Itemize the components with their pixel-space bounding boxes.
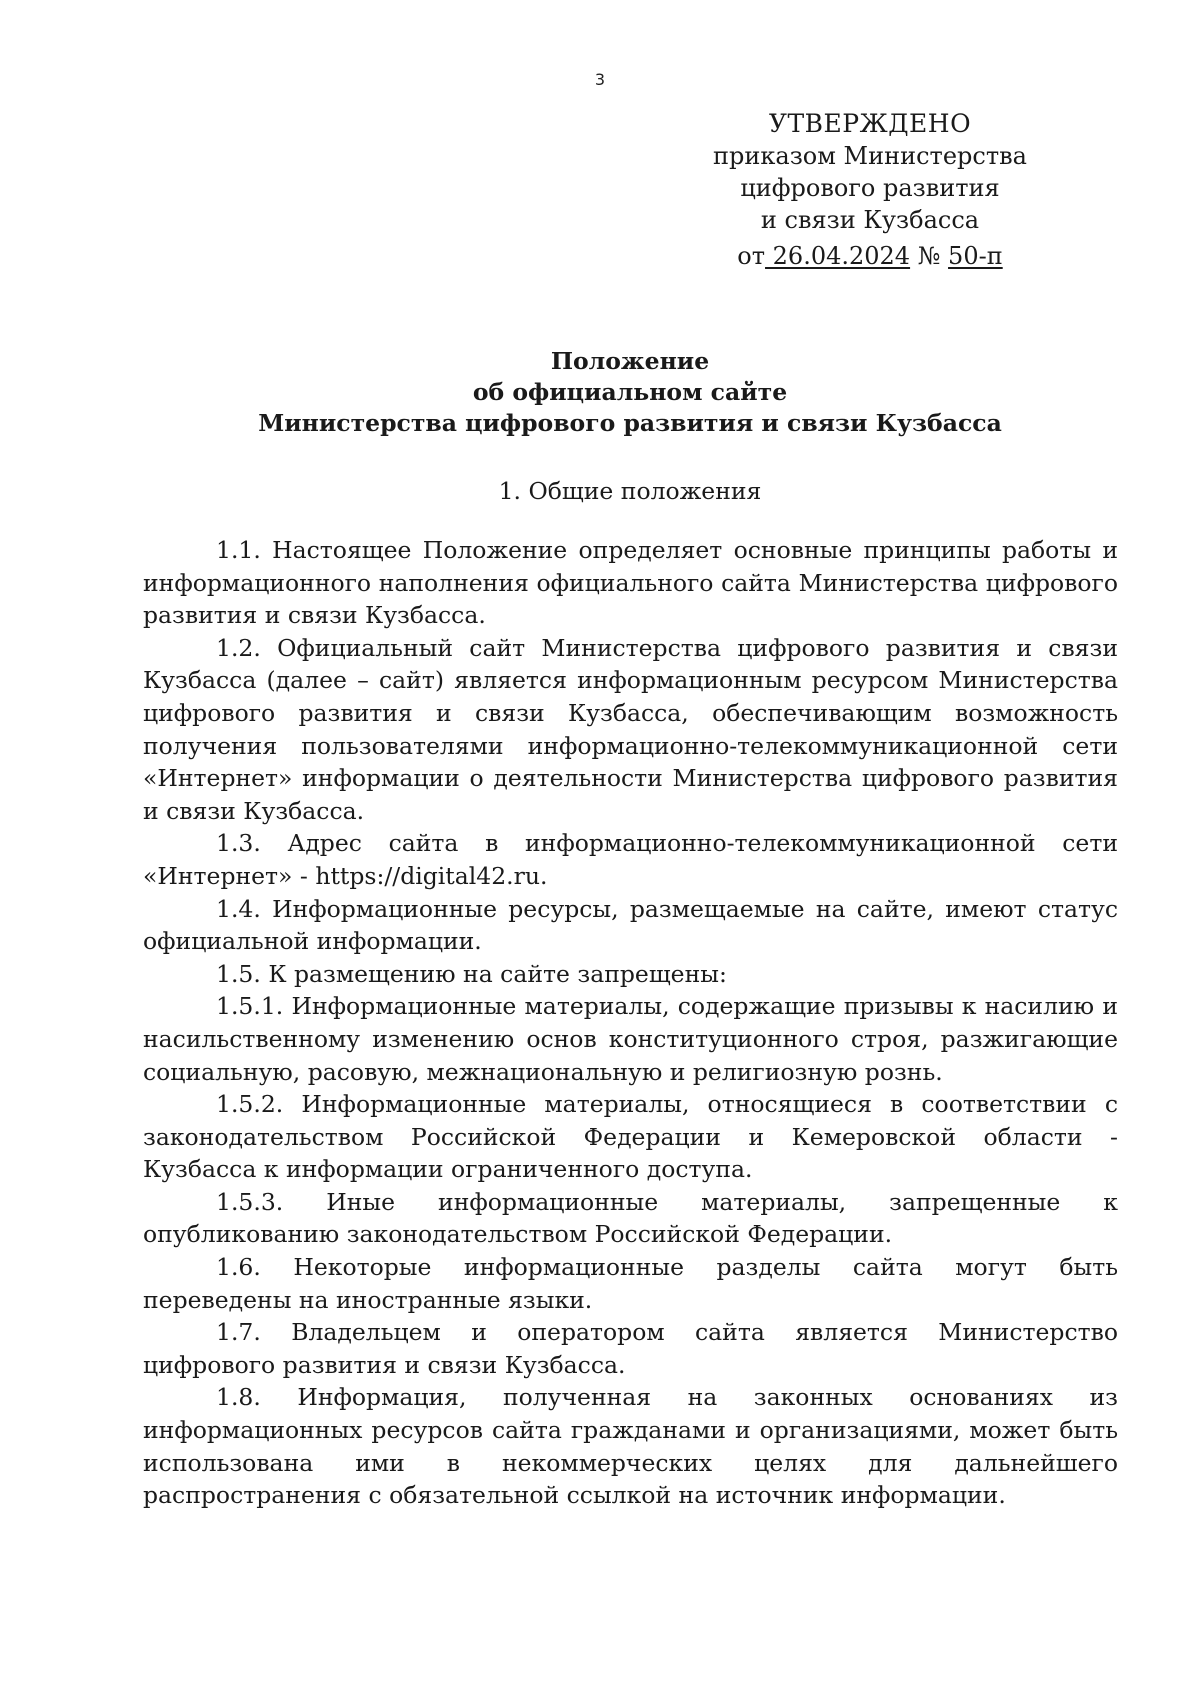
title-line-2: об официальном сайте	[472, 378, 788, 406]
paragraph-1-5: 1.5. К размещению на сайте запрещены:	[216, 959, 727, 988]
title-line-1: Положение	[550, 347, 710, 375]
paragraph-1-8: 1.8. Информация, полученная на законных основаниях из информационных ресурсов сайта гражданами и организациями, может быть использована ими в некоммерческих целях для дальнейшего распространения с обязательной ссылкой на источник информации.	[143, 1383, 1118, 1510]
paragraph-1-6: 1.6. Некоторые информационные разделы сайта могут быть переведены на иностранные языки.	[143, 1253, 1118, 1314]
approval-line-1: приказом Министерства	[713, 142, 1027, 170]
paragraph-1-4: 1.4. Информационные ресурсы, размещаемые на сайте, имеют статус официальной информации.	[143, 894, 1118, 956]
page-number: 3	[594, 70, 606, 89]
paragraph-1-7: 1.7. Владельцем и оператором сайта является Министерство цифрового развития и связи Кузбасса.	[143, 1318, 1118, 1379]
document-body	[143, 534, 1118, 1512]
paragraph-1-5-2: 1.5.2. Информационные материалы, относящиеся в соответствии с законодательством Российской Федерации и Кемеровской области - Кузбасса к информации ограниченного доступа.	[143, 1090, 1118, 1184]
approval-line-3: и связи Кузбасса	[760, 206, 980, 234]
approval-stamp-block	[700, 108, 1040, 272]
number-sign: №	[910, 242, 949, 270]
paragraph-1-3: 1.3. Адрес сайта в информационно-телекоммуникационной сети «Интернет» - https://digital42.ru.	[143, 829, 1118, 890]
order-date-number	[700, 240, 1040, 272]
paragraph-1-5-3: 1.5.3. Иные информационные материалы, запрещенные к опубликованию законодательством Российской Федерации.	[143, 1187, 1118, 1249]
date-prefix: от	[737, 242, 766, 270]
paragraph-1-2: 1.2. Официальный сайт Министерства цифрового развития и связи Кузбасса (далее – сайт) является информационным ресурсом Министерства цифрового развития и связи Кузбасса, обеспечивающим возможность получения пользователями информационно-телекоммуникационной сети «Интернет» информации о деятельности Министерства цифрового развития и связи Кузбасса.	[143, 633, 1118, 825]
order-date: 26.04.2024	[765, 242, 911, 270]
document-title	[0, 346, 1200, 439]
section-heading: 1. Общие положения	[498, 477, 762, 505]
paragraph-1-5-1: 1.5.1. Информационные материалы, содержащие призывы к насилию и насильственному изменению основ конституционного строя, разжигающие социальную, расовую, межнациональную и религиозную рознь.	[143, 992, 1118, 1086]
approval-line-2: цифрового развития	[740, 174, 1000, 202]
approved-label: УТВЕРЖДЕНО	[768, 109, 972, 138]
title-line-3: Министерства цифрового развития и связи Кузбасса	[258, 409, 1002, 437]
paragraph-1-1: 1.1. Настоящее Положение определяет основные принципы работы и информационного наполнения официального сайта Министерства цифрового развития и связи Кузбасса.	[143, 536, 1118, 630]
order-number: 50-п	[948, 242, 1003, 270]
